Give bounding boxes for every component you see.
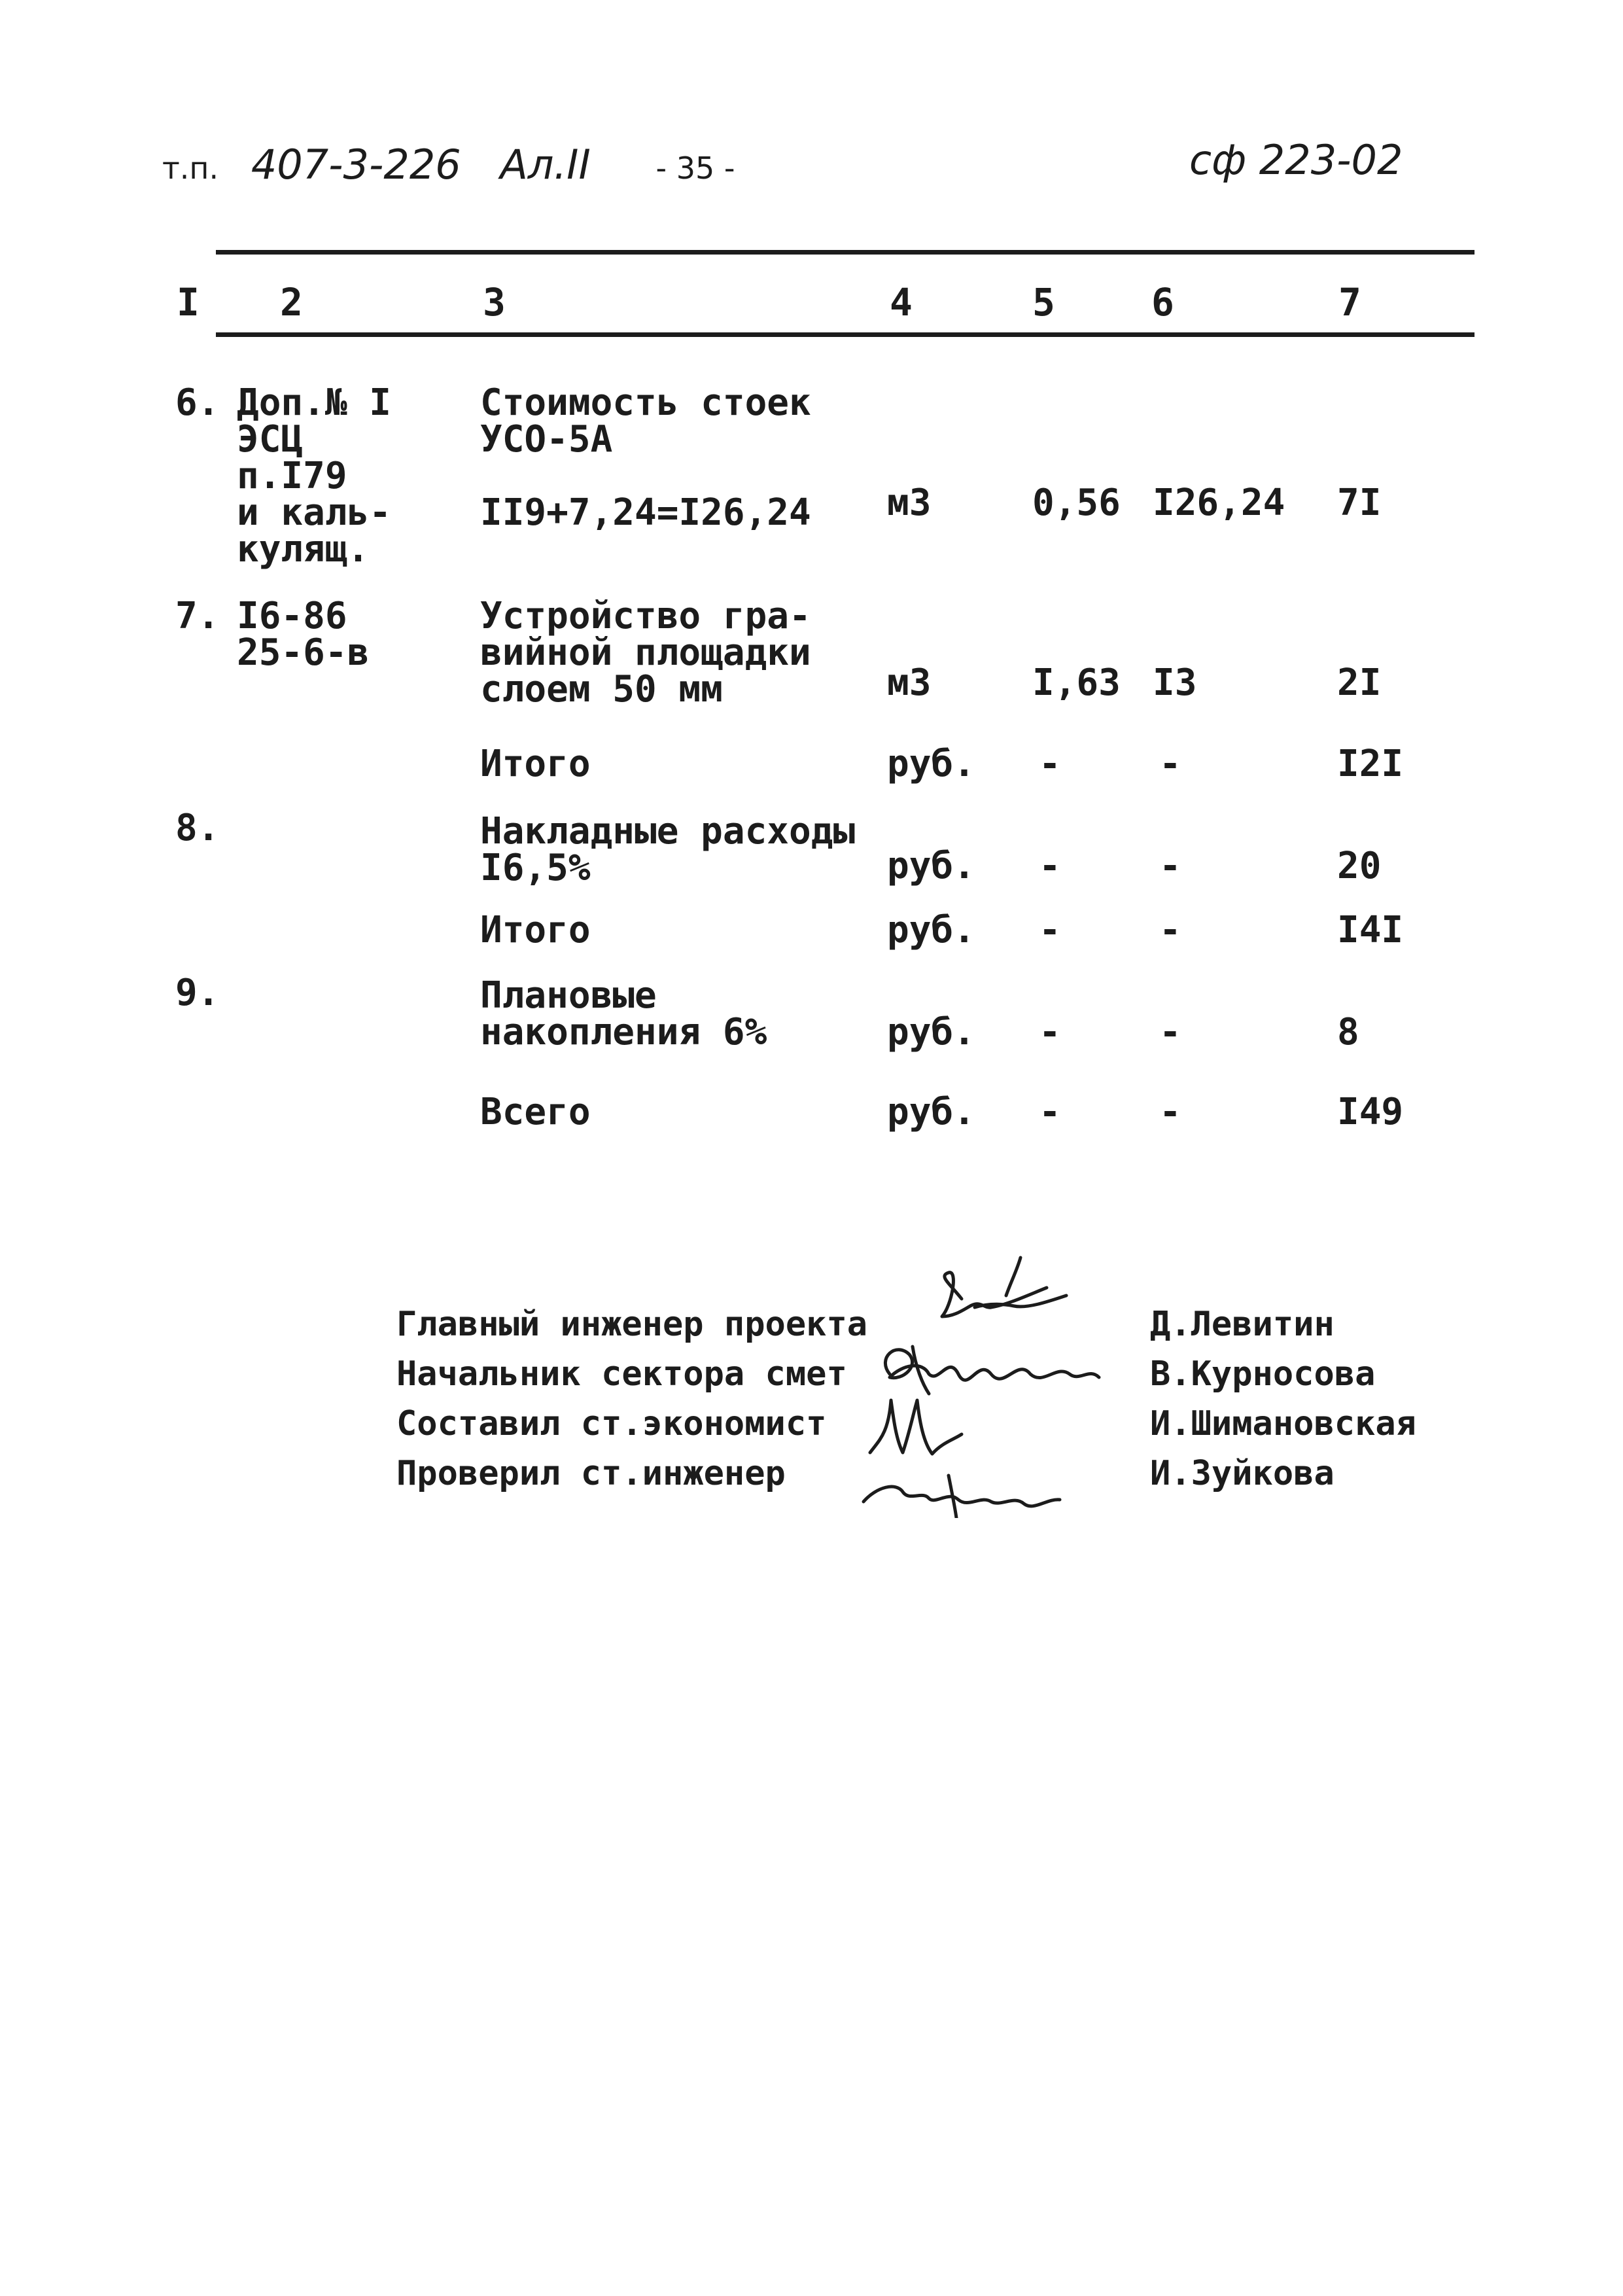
row-6-reference: Доп.№ I ЭСЦ п.I79 и каль- кулящ. — [237, 381, 392, 571]
signature-name-3: И.Шимановская — [1150, 1404, 1416, 1443]
grand-total-value: I49 — [1337, 1091, 1404, 1133]
row-8-description: Накладные расходы I6,5% — [480, 810, 856, 889]
signature-name-4: И.Зуйкова — [1150, 1454, 1335, 1493]
subtotal-1-unit: руб. — [887, 743, 975, 785]
row-9-unit: руб. — [887, 1011, 975, 1053]
signature-role-3: Составил ст.экономист — [396, 1404, 827, 1443]
column-header-3: 3 — [483, 280, 506, 325]
grand-total-price: - — [1159, 1091, 1181, 1133]
row-7-total: 2I — [1337, 662, 1382, 704]
row-7-quantity: I,63 — [1032, 662, 1121, 704]
row-9-number: 9. — [175, 972, 220, 1014]
column-header-7: 7 — [1338, 280, 1361, 325]
album-number: Ал.II — [500, 141, 591, 188]
signature-role-4: Проверил ст.инженер — [396, 1454, 786, 1493]
row-9-quantity: - — [1039, 1011, 1061, 1053]
column-header-1: I — [177, 280, 200, 325]
handwritten-signatures — [850, 1243, 1164, 1518]
signature-role-2: Начальник сектора смет — [396, 1354, 847, 1394]
row-7-reference: I6-86 25-6-в — [237, 595, 370, 674]
row-8-total: 20 — [1337, 845, 1382, 887]
subtotal-1-quantity: - — [1039, 743, 1061, 785]
subtotal-2-unit: руб. — [887, 909, 975, 951]
row-6-number: 6. — [175, 381, 220, 424]
column-header-4: 4 — [890, 280, 913, 325]
doc-prefix: т.п. — [162, 150, 219, 186]
column-header-6: 6 — [1151, 280, 1174, 325]
table-header-rule — [216, 332, 1475, 337]
row-8-quantity: - — [1039, 845, 1061, 887]
project-number: 407-3-226 — [251, 141, 461, 188]
row-6-unit: м3 — [887, 482, 932, 524]
row-7-price: I3 — [1153, 662, 1197, 704]
row-6-quantity: 0,56 — [1032, 482, 1121, 524]
subtotal-1-label: Итого — [480, 743, 591, 785]
row-6-description: Стоимость стоек УСО-5А II9+7,24=I26,24 — [480, 381, 811, 534]
column-header-5: 5 — [1032, 280, 1055, 325]
grand-total-label: Всего — [480, 1091, 591, 1133]
signature-name-2: В.Курносова — [1150, 1354, 1376, 1394]
page-header — [162, 141, 735, 188]
row-7-unit: м3 — [887, 662, 932, 704]
signature-name-1: Д.Левитин — [1150, 1305, 1335, 1344]
row-7-number: 7. — [175, 595, 220, 637]
subtotal-1-total: I2I — [1337, 743, 1404, 785]
row-7-description: Устройство гра- вийной площадки слоем 50 мм — [480, 595, 811, 711]
subtotal-2-price: - — [1159, 909, 1181, 951]
table-top-rule — [216, 250, 1475, 255]
row-6-total: 7I — [1337, 482, 1382, 524]
subtotal-2-quantity: - — [1039, 909, 1061, 951]
row-9-description: Плановые накопления 6% — [480, 974, 767, 1053]
row-8-price: - — [1159, 845, 1181, 887]
row-6-price: I26,24 — [1153, 482, 1285, 524]
signature-role-1: Главный инженер проекта — [396, 1305, 868, 1344]
column-header-2: 2 — [280, 280, 303, 325]
sheet-code: сф 223-02 — [1189, 136, 1403, 184]
page-number: - 35 - — [655, 150, 735, 186]
row-9-price: - — [1159, 1011, 1181, 1053]
subtotal-1-price: - — [1159, 743, 1181, 785]
subtotal-2-total: I4I — [1337, 909, 1404, 951]
row-9-total: 8 — [1337, 1011, 1359, 1053]
subtotal-2-label: Итого — [480, 909, 591, 951]
grand-total-quantity: - — [1039, 1091, 1061, 1133]
grand-total-unit: руб. — [887, 1091, 975, 1133]
row-8-unit: руб. — [887, 845, 975, 887]
row-8-number: 8. — [175, 807, 220, 849]
